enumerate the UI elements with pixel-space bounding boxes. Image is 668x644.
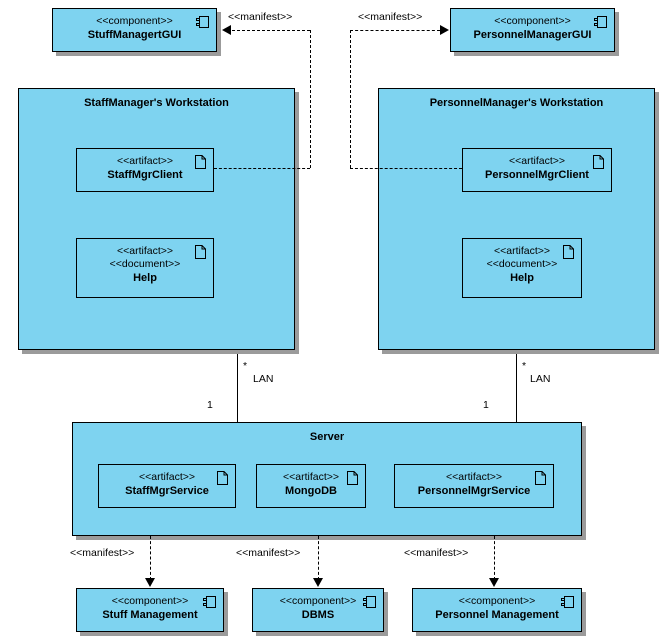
artifact-icon: [195, 245, 206, 259]
manifest-left-segment-h1: [214, 168, 310, 169]
manifest-left-label: <<manifest>>: [228, 11, 293, 23]
manifest-bottom-1-label: <<manifest>>: [70, 547, 135, 559]
lan-left-multiplicity-one: 1: [207, 399, 213, 411]
artifact-name: Help: [133, 272, 157, 284]
stereotype-label-2: <<document>>: [109, 258, 181, 270]
lan-right-multiplicity-star: *: [522, 360, 527, 372]
artifact-icon: [217, 471, 228, 485]
artifact-icon: [347, 471, 358, 485]
manifest-bottom-3-arrowhead: [489, 578, 499, 587]
node-title: Server: [309, 431, 345, 443]
artifact-icon: [535, 471, 546, 485]
stereotype-label: <<component>>: [279, 595, 357, 607]
component-icon: [203, 596, 216, 608]
artifact-mongodb[interactable]: [256, 464, 366, 508]
stereotype-label: <<artifact>>: [445, 471, 503, 483]
artifact-name: Help: [510, 272, 534, 284]
component-personnelmanagergui[interactable]: [450, 8, 615, 52]
artifact-name: MongoDB: [285, 485, 337, 497]
component-dbms[interactable]: [252, 588, 384, 632]
lan-left-multiplicity-star: *: [243, 360, 248, 372]
stereotype-label: <<component>>: [111, 595, 189, 607]
stereotype-label: <<component>>: [494, 15, 571, 27]
artifact-help-personnel[interactable]: [462, 238, 582, 298]
manifest-bottom-2-label: <<manifest>>: [236, 547, 301, 559]
artifact-icon: [593, 155, 604, 169]
lan-left-line: [237, 354, 238, 422]
stereotype-label: <<artifact>>: [138, 471, 196, 483]
artifact-name: StaffMgrService: [125, 485, 209, 497]
component-stuffmanagergui[interactable]: [52, 8, 217, 52]
artifact-name: PersonnelMgrService: [417, 485, 531, 497]
manifest-bottom-2-line: [318, 536, 319, 580]
stereotype-label: <<artifact>>: [116, 155, 174, 167]
component-stuff-management[interactable]: [76, 588, 224, 632]
stereotype-label: <<artifact>>: [282, 471, 340, 483]
manifest-bottom-3-label: <<manifest>>: [404, 547, 469, 559]
manifest-left-segment-h2: [232, 30, 310, 31]
lan-left-label: LAN: [253, 373, 274, 385]
component-name: Personnel Management: [435, 609, 559, 621]
manifest-right-segment-h2: [350, 30, 440, 31]
manifest-bottom-1-arrowhead: [145, 578, 155, 587]
node-title: PersonnelManager's Workstation: [429, 97, 604, 109]
manifest-bottom-3-line: [494, 536, 495, 580]
artifact-staffmgrservice[interactable]: [98, 464, 236, 508]
manifest-bottom-1-line: [150, 536, 151, 580]
component-icon: [196, 16, 209, 28]
component-icon: [363, 596, 376, 608]
component-name: DBMS: [301, 609, 335, 621]
artifact-icon: [195, 155, 206, 169]
stereotype-label: <<component>>: [96, 15, 173, 27]
stereotype-label: <<artifact>>: [116, 245, 174, 257]
artifact-personnelmgrclient[interactable]: [462, 148, 612, 192]
stereotype-label: <<component>>: [458, 595, 536, 607]
artifact-name: StaffMgrClient: [107, 169, 183, 181]
manifest-right-label: <<manifest>>: [358, 11, 423, 23]
lan-right-line: [516, 354, 517, 422]
component-name: StuffManagertGUI: [87, 29, 182, 41]
artifact-help-staff[interactable]: [76, 238, 214, 298]
stereotype-label: <<artifact>>: [493, 245, 551, 257]
manifest-bottom-2-arrowhead: [313, 578, 323, 587]
stereotype-label-2: <<document>>: [486, 258, 558, 270]
manifest-right-arrowhead: [440, 25, 449, 35]
artifact-name: PersonnelMgrClient: [485, 169, 589, 181]
artifact-personnelmgrservice[interactable]: [394, 464, 554, 508]
node-title: StaffManager's Workstation: [84, 97, 229, 109]
component-name: Stuff Management: [102, 609, 198, 621]
component-personnel-management[interactable]: [412, 588, 582, 632]
manifest-right-segment-h1: [350, 168, 462, 169]
component-icon: [561, 596, 574, 608]
manifest-left-arrowhead: [222, 25, 231, 35]
manifest-left-segment-v: [310, 30, 311, 168]
stereotype-label: <<artifact>>: [508, 155, 566, 167]
component-icon: [594, 16, 607, 28]
artifact-icon: [563, 245, 574, 259]
lan-right-label: LAN: [530, 373, 551, 385]
manifest-right-segment-v: [350, 30, 351, 168]
component-name: PersonnelManagerGUI: [473, 29, 592, 41]
node-staffmanager-workstation[interactable]: [18, 88, 295, 350]
lan-right-multiplicity-one: 1: [483, 399, 489, 411]
node-personnelmanager-workstation[interactable]: [378, 88, 655, 350]
artifact-staffmgrclient[interactable]: [76, 148, 214, 192]
